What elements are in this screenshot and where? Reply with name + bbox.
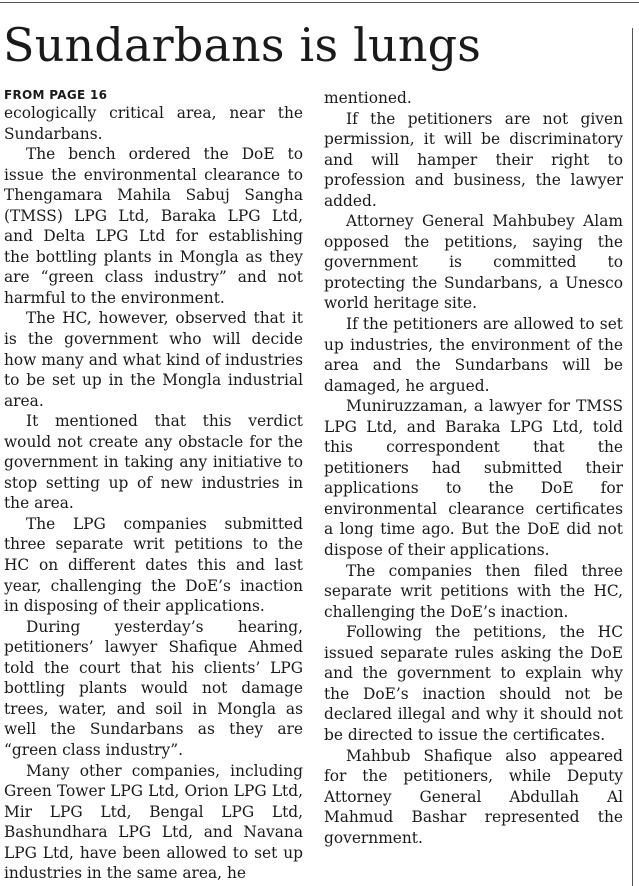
paragraph-continued: mentioned.: [324, 89, 412, 107]
column-rule: [632, 28, 633, 886]
paragraph: Many other companies, including Green Tower LPG Ltd, Orion LPG Ltd, Mir LPG Ltd, Bengal LPG Ltd, Bashundhara LPG Ltd, and Navana LPG Ltd, have been allowed to set up industries in the same area, he: [4, 761, 303, 883]
paragraph-continued: ecologically critical area, near the Sundarbans.: [4, 104, 303, 143]
left-column: [4, 88, 303, 884]
paragraph: If the petitioners are not given permission, it will be discriminatory and will hamper their right to profession and business, the lawyer added.: [324, 109, 623, 210]
paragraph: It mentioned that this verdict would not create any obstacle for the government in taking any initiative to stop setting up of new industries in the area.: [4, 412, 303, 513]
paragraph: Mahbub Shafique also appeared for the petitioners, while Deputy Attorney General Abdullah Al Mahmud Bashar represented the government.: [324, 746, 623, 847]
paragraph: If the petitioners are allowed to set up industries, the environment of the area and the Sundarbans will be damaged, he argued.: [324, 315, 623, 395]
paragraph: During yesterday’s hearing, petitioners’ lawyer Shafique Ahmed told the court that his clients’ LPG bottling plants would not damage trees, water, and soil in Mongla as well the Sundarbans as they are “green class industry”.: [4, 617, 303, 759]
paragraph: Muniruzzaman, a lawyer for TMSS LPG Ltd, and Baraka LPG Ltd, told this correspondent that the petitioners had submitted their applications to the DoE for environmental clearance certificates a long time ago. But the DoE did not dispose of their applications.: [324, 397, 623, 560]
paragraph: Following the petitions, the HC issued separate rules asking the DoE and the government to explain why the DoE’s inaction should not be declared illegal and why it should not be directed to issue the certificates.: [324, 623, 623, 744]
paragraph: The HC, however, observed that it is the government who will decide how many and what kind of industries to be set up in the Mongla industrial area.: [4, 309, 303, 410]
right-column: [324, 88, 623, 848]
headline: Sundarbans is lungs: [3, 18, 482, 72]
paragraph: The LPG companies submitted three separate writ petitions to the HC on different dates this and last year, challenging the DoE’s inaction in disposing of their applications.: [4, 514, 303, 616]
jump-line: FROM PAGE 16: [4, 88, 108, 102]
paragraph: The companies then filed three separate writ petitions with the HC, challenging the DoE’s inaction.: [324, 561, 623, 621]
paragraph: Attorney General Mahbubey Alam opposed the petitions, saying the government is committed to protecting the Sundarbans, a Unesco world heritage site.: [324, 212, 623, 313]
paragraph: The bench ordered the DoE to issue the environmental clearance to Thengamara Mahila Sabuj Sangha (TMSS) LPG Ltd, Baraka LPG Ltd, and Delta LPG Ltd for establishing the bottling plants in Mongla as they are “green class industry” and not harmful to the environment.: [4, 145, 303, 307]
top-rule: [0, 2, 639, 3]
